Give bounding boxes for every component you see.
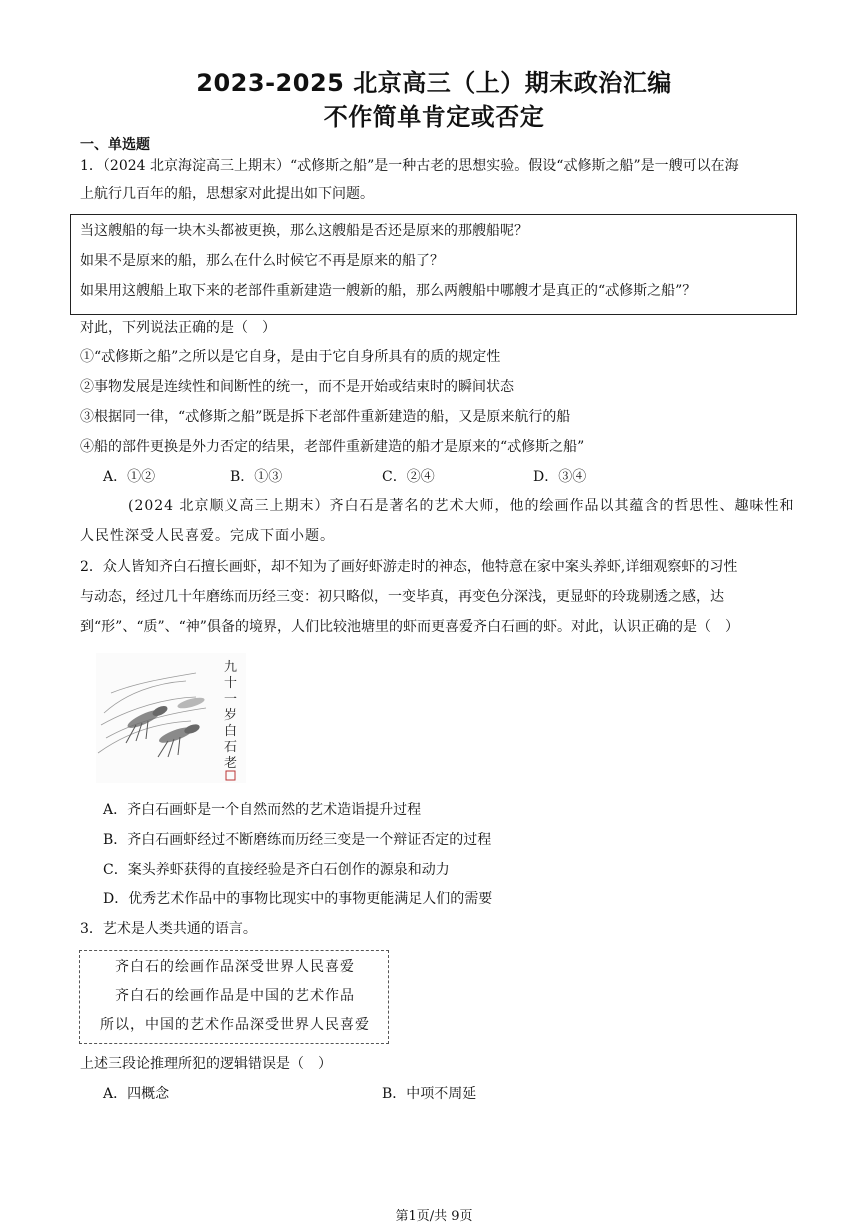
svg-text:石: 石 (224, 740, 238, 755)
q3-box-line: 齐白石的绘画作品深受世界人民喜爱 (115, 959, 355, 975)
shrimp-painting-image (96, 653, 246, 783)
q2-line: 与动态，经过几十年磨练而历经三变：初只略似，一变毕真，再变色分深浅，更显虾的玲珑剔透之感，达 (80, 589, 724, 605)
svg-text:白: 白 (224, 724, 238, 739)
q1-box-line: 当这艘船的每一块木头都被更换，那么这艘船是否还是原来的那艘船呢？ (80, 223, 528, 239)
q2-option-d[interactable]: D．优秀艺术作品中的事物比现实中的事物更能满足人们的需要 (103, 891, 493, 907)
q1-quote-box (70, 214, 797, 315)
page-number-footer: 第1页/共 9页 (395, 1209, 473, 1224)
q1-item: ②事物发展是连续性和间断性的统一，而不是开始或结束时的瞬间状态 (80, 379, 514, 395)
q1-stem: 对此，下列说法正确的是（ ） (80, 320, 276, 336)
q2-line: 到“形”、“质”、“神”俱备的境界，人们比较池塘里的虾而更喜爱齐白石画的虾。对此，认识正确的是（ ） (80, 619, 739, 635)
q2-intro-line-1: (2024 北京顺义高三上期末）齐白石是著名的艺术大师，他的绘画作品以其蕴含的哲思性、趣味性和 (128, 498, 795, 514)
q2-intro-line-2: 人民性深受人民喜爱。完成下面小题。 (80, 528, 335, 544)
q2-option-c[interactable]: C．案头养虾获得的直接经验是齐白石创作的源泉和动力 (103, 862, 450, 878)
page-subtitle: 不作简单肯定或否定 (323, 103, 545, 131)
q3-box-line: 所以，中国的艺术作品深受世界人民喜爱 (100, 1017, 370, 1033)
q1-option-b[interactable]: B．①③ (230, 469, 283, 485)
q1-item: ④船的部件更换是外力否定的结果，老部件重新建造的船才是原来的“忒修斯之船” (80, 439, 585, 455)
q1-item: ①“忒修斯之船”之所以是它自身，是由于它自身所具有的质的规定性 (80, 349, 501, 365)
svg-text:岁: 岁 (224, 708, 238, 723)
q1-line-1: 1．（2024 北京海淀高三上期末）“忒修斯之船”是一种古老的思想实验。假设“忒修斯之船”是一艘可以在海 (80, 158, 739, 174)
q3-question: 上述三段论推理所犯的逻辑错误是（ ） (80, 1056, 332, 1072)
q1-option-c[interactable]: C．②④ (382, 469, 435, 485)
svg-text:九: 九 (224, 660, 238, 675)
q1-item: ③根据同一律，“忒修斯之船”既是拆下老部件重新建造的船，又是原来航行的船 (80, 409, 571, 425)
page-title: 2023-2025 北京高三（上）期末政治汇编 (196, 69, 672, 97)
q2-option-a[interactable]: A．齐白石画虾是一个自然而然的艺术造诣提升过程 (103, 802, 422, 818)
q2-line: 2．众人皆知齐白石擅长画虾，却不知为了画好虾游走时的神态，他特意在家中案头养虾,详细观察虾的习性 (80, 559, 738, 575)
q1-option-d[interactable]: D．③④ (533, 469, 587, 485)
q3-syllogism-box (79, 950, 389, 1044)
svg-text:一: 一 (224, 692, 238, 707)
q3-option-b[interactable]: B．中项不周延 (382, 1086, 477, 1102)
q3-option-a[interactable]: A．四概念 (103, 1086, 170, 1102)
q2-option-b[interactable]: B．齐白石画虾经过不断磨练而历经三变是一个辩证否定的过程 (103, 832, 492, 848)
q3-box-line: 齐白石的绘画作品是中国的艺术作品 (115, 988, 355, 1004)
q1-line-2: 上航行几百年的船，思想家对此提出如下问题。 (80, 186, 374, 202)
svg-text:老: 老 (224, 756, 238, 771)
q1-option-a[interactable]: A．①② (103, 469, 156, 485)
svg-text:十: 十 (224, 676, 238, 691)
q3-stem: 3．艺术是人类共通的语言。 (80, 921, 257, 937)
q1-box-line: 如果不是原来的船，那么在什么时候它不再是原来的船了？ (80, 253, 444, 269)
q1-box-line: 如果用这艘船上取下来的老部件重新建造一艘新的船，那么两艘船中哪艘才是真正的“忒修斯之船”？ (80, 283, 697, 299)
section-heading: 一、单选题 (80, 137, 150, 153)
